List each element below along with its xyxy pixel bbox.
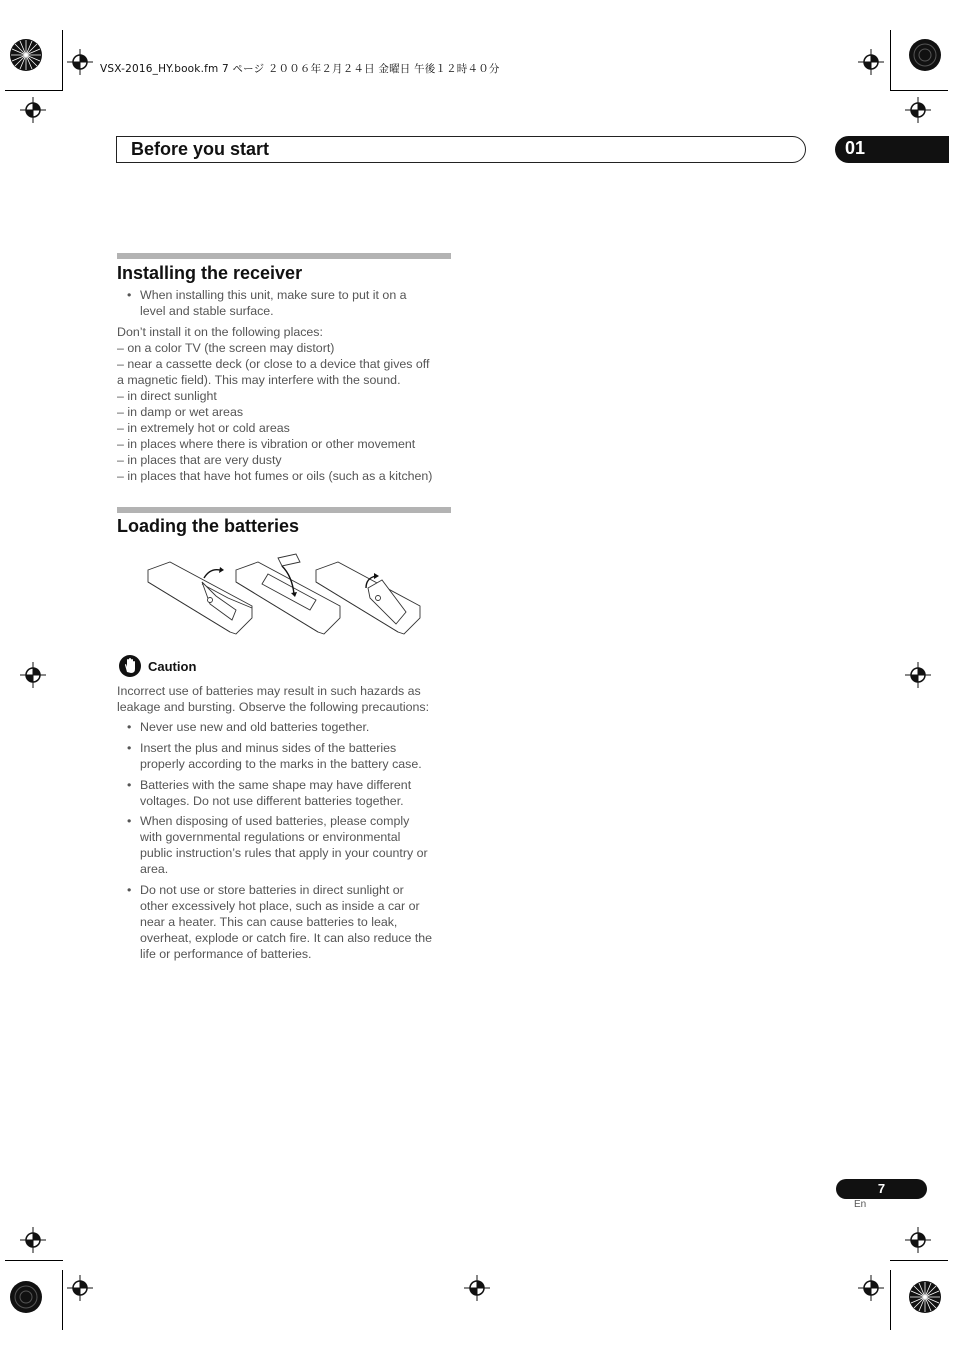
caution-intro [117,683,455,715]
install-bullet [127,287,451,319]
crosshair-icon [464,1275,490,1301]
bullet-dot: • [127,883,132,897]
bullet-dot: • [127,741,132,755]
caution-bullet [127,813,451,877]
install-line: a magnetic field). This may interfere with the sound. [117,373,401,387]
caution-bullet-line: properly according to the marks in the battery case. [140,757,422,771]
caution-bullet-line: Insert the plus and minus sides of the batteries [140,741,397,755]
caution-bullet-line: Do not use or store batteries in direct sunlight or [140,883,404,897]
page-language: En [854,1199,867,1210]
caution-bullet-line: When disposing of used batteries, please comply [140,814,410,828]
caution-bullet-line: voltages. Do not use different batteries together. [140,794,404,808]
chapter-title: Before you start [131,139,270,159]
install-line: – in direct sunlight [117,389,217,403]
caution-intro-line: leakage and bursting. Observe the following precautions: [117,700,430,714]
section-rule [117,507,451,513]
battery-loading-illustration [140,552,430,640]
crop-mark [890,1270,891,1330]
section-title-installing: Installing the receiver [117,263,303,283]
install-line: – in damp or wet areas [117,405,244,419]
caution-bullet [127,719,451,735]
crosshair-icon [905,97,931,123]
bullet-dot: • [127,778,132,792]
registration-starburst-icon [908,1280,942,1314]
registration-starburst-icon [9,1280,43,1314]
crosshair-icon [20,662,46,688]
install-line: – in places where there is vibration or other movement [117,437,416,451]
crop-mark [62,30,63,90]
registration-starburst-icon [908,38,942,72]
caution-bullet-line: life or performance of batteries. [140,947,312,961]
caution-label: Caution [148,659,197,674]
crosshair-icon [67,49,93,75]
caution-bullet [127,740,451,772]
caution-bullet-line: Batteries with the same shape may have different [140,778,412,792]
caution-hand-icon [119,655,141,677]
caution-bullet-line: Never use new and old batteries together. [140,720,370,734]
caution-bullet-line: near a heater. This can cause batteries to leak, [140,915,398,929]
crop-mark [62,1270,63,1330]
bullet-dot: • [127,720,132,734]
crosshair-icon [905,662,931,688]
caution-bullet-line: with governmental regulations or environmental [140,830,401,844]
section-rule [117,253,451,259]
crop-mark [890,90,948,91]
chapter-number: 01 [835,136,949,163]
crosshair-icon [20,97,46,123]
page-number: 7 [836,1179,927,1199]
bullet-dot: • [127,288,132,302]
file-header: VSX-2016_HY.book.fm 7 ページ ２００６年２月２４日 金曜日 午後１２時４０分 [100,63,500,75]
install-line: – in places that are very dusty [117,453,282,467]
crop-mark [5,90,63,91]
caution-bullet-line: public instruction’s rules that apply in your country or [140,846,428,860]
caution-bullet-line: other excessively hot place, such as inside a car or [140,899,420,913]
caution-intro-line: Incorrect use of batteries may result in such hazards as [117,684,421,698]
crop-mark [5,1260,63,1261]
registration-starburst-icon [9,38,43,72]
crosshair-icon [20,1227,46,1253]
caution-bullet [127,882,451,962]
crop-mark [890,1260,948,1261]
install-bullet-line: When installing this unit, make sure to put it on a [140,288,407,302]
crosshair-icon [858,1275,884,1301]
caution-bullet-line: overheat, explode or catch fire. It can also reduce the [140,931,433,945]
install-line: Don’t install it on the following places: [117,325,323,339]
crosshair-icon [858,49,884,75]
crosshair-icon [67,1275,93,1301]
caution-bullet-line: area. [140,862,169,876]
install-line: – in places that have hot fumes or oils (such as a kitchen) [117,469,433,483]
section-title-batteries: Loading the batteries [117,516,300,536]
crop-mark [890,30,891,90]
crosshair-icon [905,1227,931,1253]
install-line: – on a color TV (the screen may distort) [117,341,335,355]
install-bullet-line: level and stable surface. [140,304,274,318]
install-line: – in extremely hot or cold areas [117,421,290,435]
chapter-header [116,136,806,163]
bullet-dot: • [127,814,132,828]
install-places-list [117,324,455,484]
caution-bullet [127,777,451,809]
install-line: – near a cassette deck (or close to a device that gives off [117,357,430,371]
